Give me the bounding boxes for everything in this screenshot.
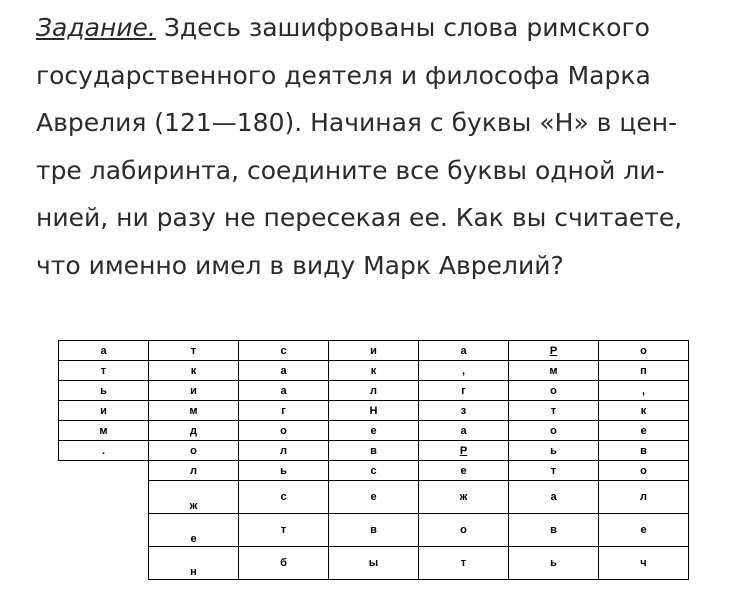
maze-cell: о [419, 514, 509, 547]
maze-cell: л [239, 441, 329, 461]
maze-body [59, 341, 689, 580]
maze-cell: к [599, 401, 689, 421]
maze-cell: м [149, 401, 239, 421]
maze-cell: т [59, 361, 149, 381]
maze-cell: б [239, 547, 329, 580]
maze-cell: д [149, 421, 239, 441]
maze-cell: ы [329, 547, 419, 580]
maze-cell: е [419, 461, 509, 481]
maze-cell: т [509, 401, 599, 421]
maze-empty-cell [59, 481, 149, 514]
task-text: Здесь зашифрованы слова римского государственного деятеля и философа Марка Аврелия (121—180). Начиная с буквы «Н» в цен-тре лабиринта, соедините все буквы одной ли-нией, ни разу не пересекая ее. Как вы считаете, что именно имел в виду Марк Аврелий? [36, 13, 683, 280]
maze-row [59, 401, 689, 421]
maze-row [59, 341, 689, 361]
maze-cell: з [419, 401, 509, 421]
maze-cell: в [509, 514, 599, 547]
maze-cell: а [59, 341, 149, 361]
maze-cell: г [239, 401, 329, 421]
maze-cell: и [59, 401, 149, 421]
maze-cell: в [329, 441, 419, 461]
maze-cell: , [599, 381, 689, 401]
maze-cell: ь [59, 381, 149, 401]
maze-cell: о [509, 381, 599, 401]
maze-cell: о [239, 421, 329, 441]
maze-cell: н [149, 547, 239, 580]
maze-cell: и [329, 341, 419, 361]
maze-cell: с [329, 461, 419, 481]
maze-cell: Р [509, 341, 599, 361]
maze-cell: а [509, 481, 599, 514]
maze-row [59, 514, 689, 547]
maze-cell: в [599, 441, 689, 461]
maze-cell: к [329, 361, 419, 381]
maze-cell: , [419, 361, 509, 381]
maze-cell: л [149, 461, 239, 481]
maze-cell: м [59, 421, 149, 441]
maze-cell: и [149, 381, 239, 401]
maze-cell: о [149, 441, 239, 461]
maze-cell: ь [509, 441, 599, 461]
maze-cell: ь [239, 461, 329, 481]
maze-cell: о [599, 461, 689, 481]
maze-cell: . [59, 441, 149, 461]
maze-row [59, 547, 689, 580]
maze-cell: о [599, 341, 689, 361]
maze-cell: е [149, 514, 239, 547]
maze-cell: ж [419, 481, 509, 514]
maze-empty-cell [59, 461, 149, 481]
maze-cell: е [329, 421, 419, 441]
maze-cell: е [599, 514, 689, 547]
maze-cell: в [329, 514, 419, 547]
maze-row [59, 421, 689, 441]
maze-cell: к [149, 361, 239, 381]
maze-cell: с [239, 481, 329, 514]
maze-cell: Р [419, 441, 509, 461]
maze-cell: ч [599, 547, 689, 580]
maze-cell: ж [149, 481, 239, 514]
maze-empty-cell [59, 514, 149, 547]
maze-cell: а [419, 341, 509, 361]
maze-cell: п [599, 361, 689, 381]
maze-cell: о [509, 421, 599, 441]
maze-cell: м [509, 361, 599, 381]
maze-cell: Н [329, 401, 419, 421]
maze-cell: т [419, 547, 509, 580]
maze-row [59, 461, 689, 481]
maze-row [59, 441, 689, 461]
maze-cell: а [239, 361, 329, 381]
maze-cell: л [599, 481, 689, 514]
maze-cell: т [149, 341, 239, 361]
maze-cell: а [239, 381, 329, 401]
maze-cell: е [599, 421, 689, 441]
maze-empty-cell [59, 547, 149, 580]
maze-cell: с [239, 341, 329, 361]
maze-row [59, 381, 689, 401]
maze-cell: т [509, 461, 599, 481]
maze-cell: а [419, 421, 509, 441]
task-paragraph [36, 4, 716, 289]
maze-cell: г [419, 381, 509, 401]
task-label: Задание. [36, 13, 156, 42]
letter-maze-table [58, 340, 689, 580]
maze-row [59, 481, 689, 514]
maze-cell: л [329, 381, 419, 401]
maze-cell: ь [509, 547, 599, 580]
maze-row [59, 361, 689, 381]
maze-cell: е [329, 481, 419, 514]
maze-cell: т [239, 514, 329, 547]
